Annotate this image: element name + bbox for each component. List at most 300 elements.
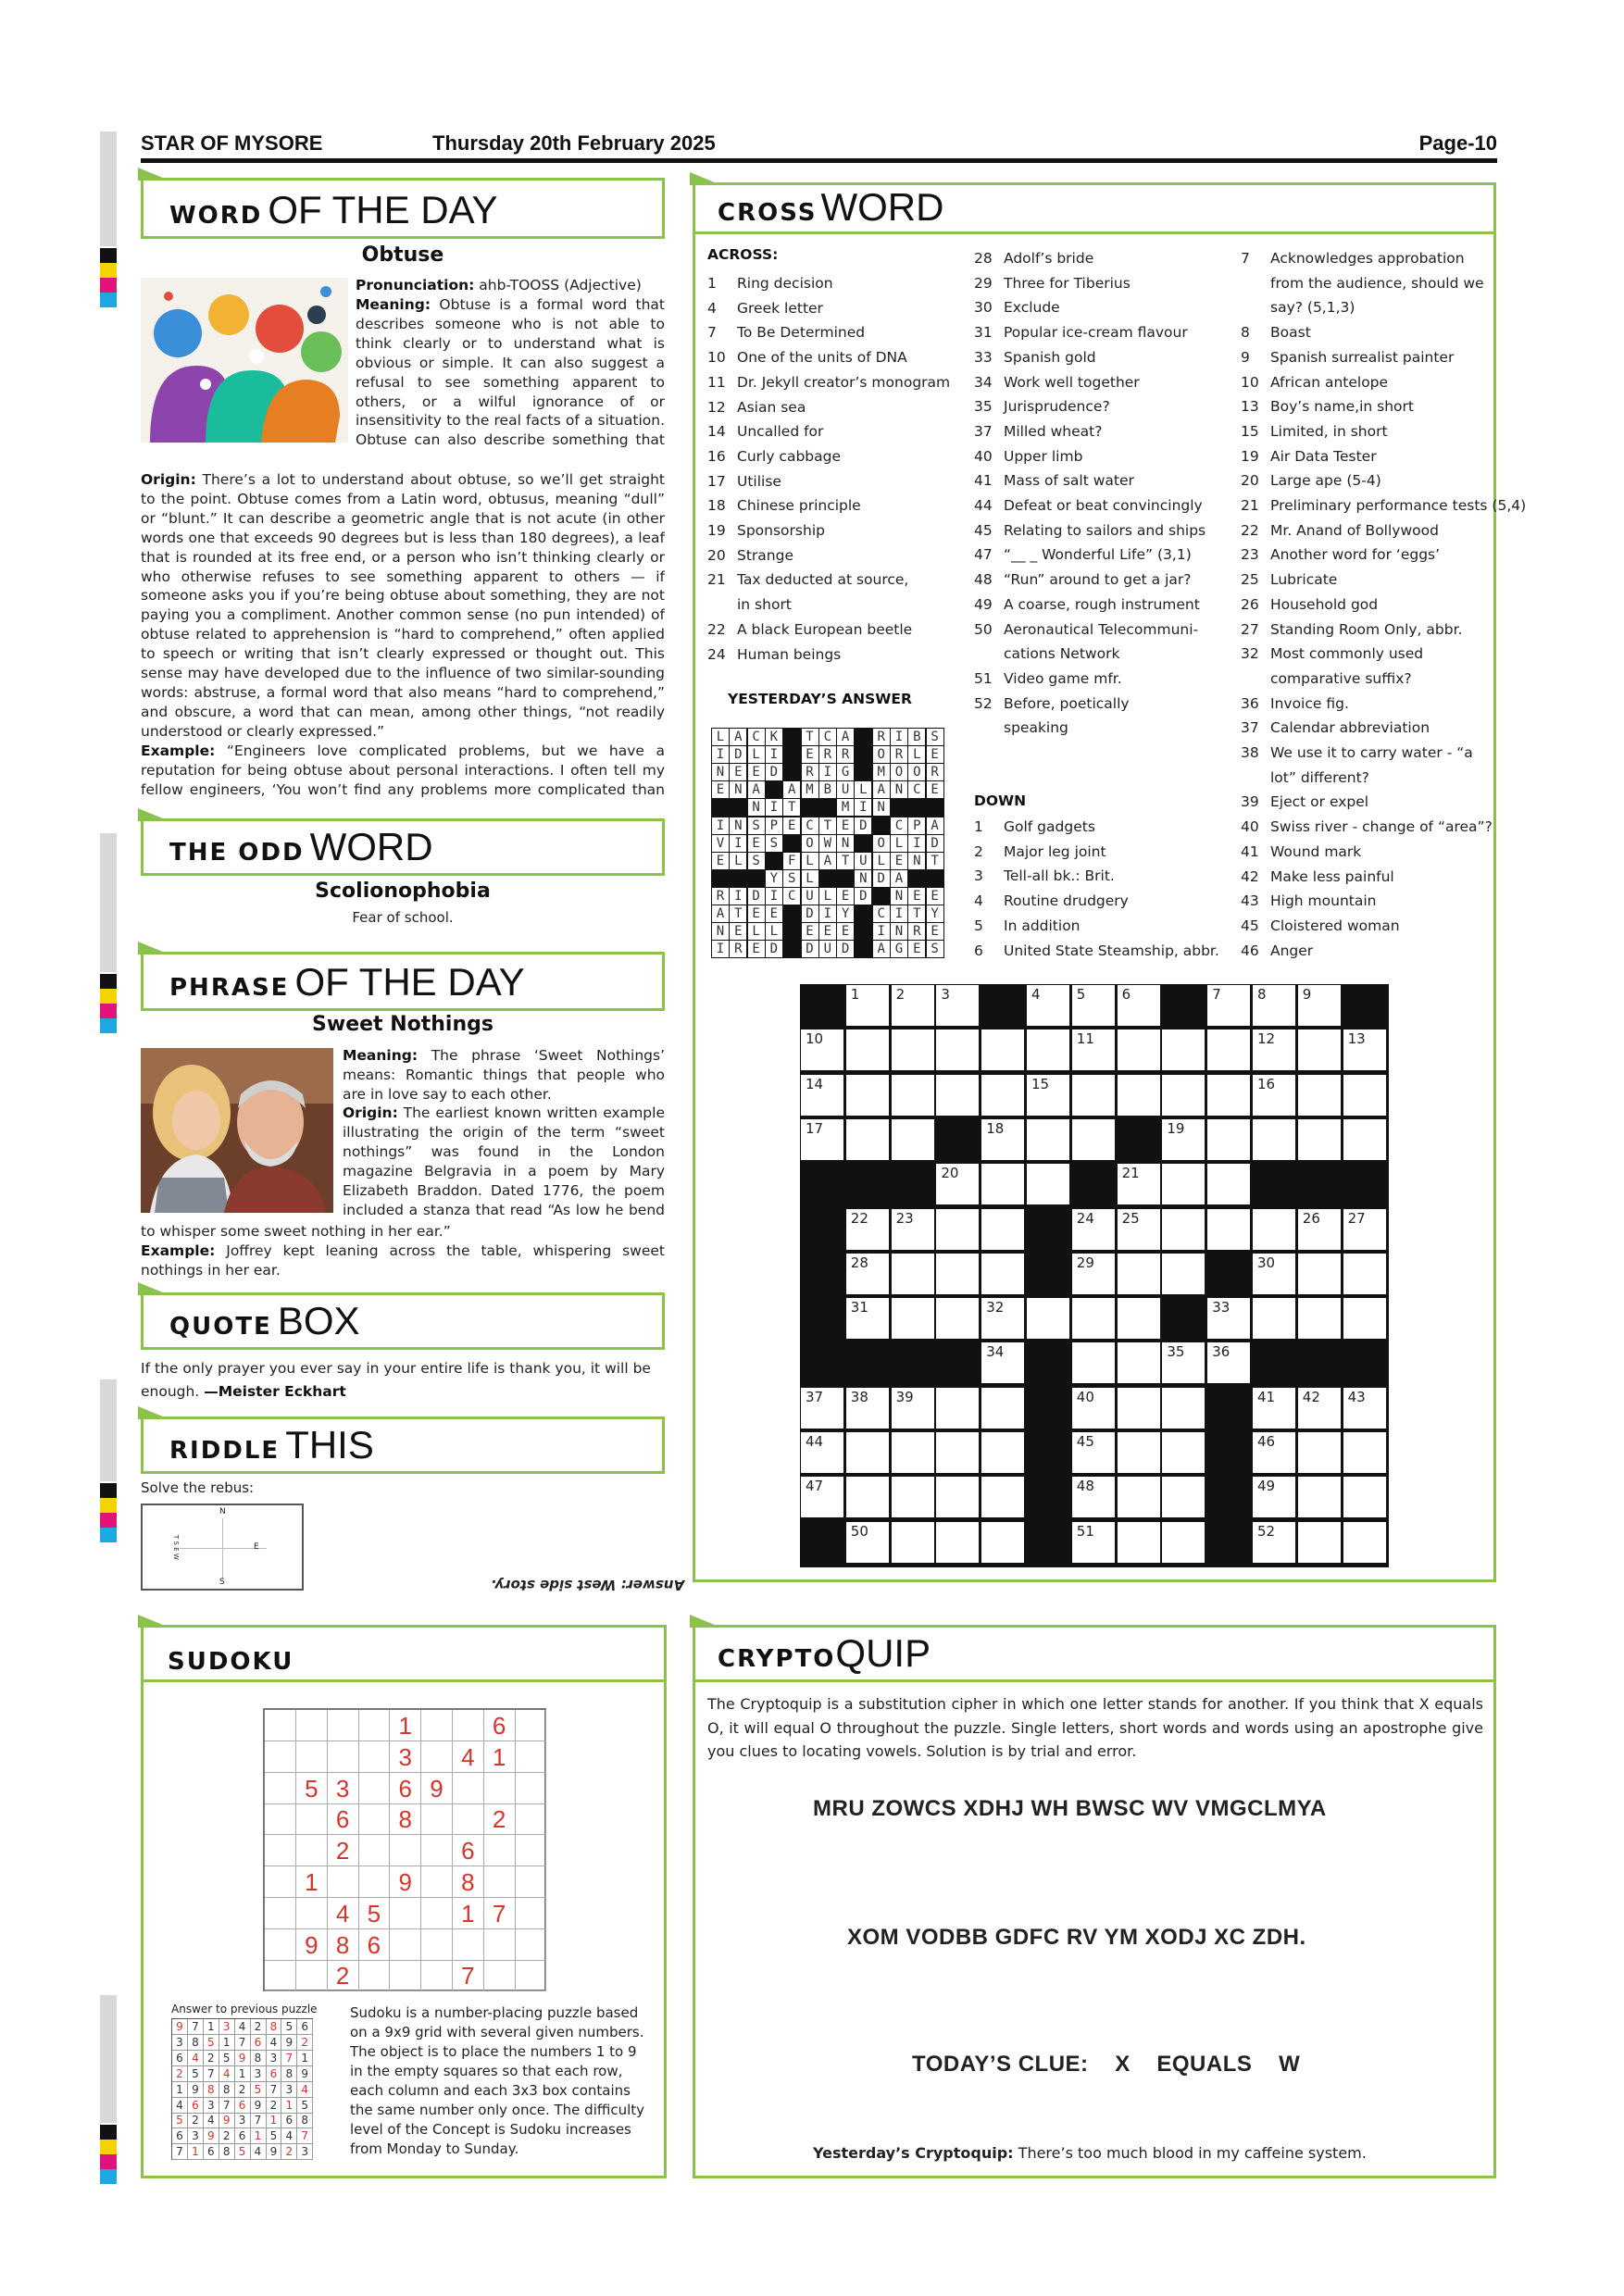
sudoku-cell[interactable] [265, 1866, 296, 1898]
crossword-cell[interactable] [1118, 1164, 1160, 1204]
crossword-cell[interactable] [846, 1075, 889, 1116]
sudoku-cell[interactable] [358, 1710, 390, 1741]
sudoku-cell[interactable] [296, 1835, 328, 1866]
sudoku-cell[interactable] [265, 1773, 296, 1804]
answer-cell: R [891, 746, 907, 763]
sudoku-cell[interactable] [515, 1773, 546, 1804]
headword: Obtuse [361, 243, 444, 267]
crossword-cell[interactable] [1118, 1209, 1160, 1250]
clue-item: 17 Utilise [707, 472, 781, 490]
crossword-cell[interactable] [1253, 1075, 1295, 1116]
crossword-cell[interactable] [846, 1432, 889, 1473]
crossword-cell[interactable] [892, 1254, 934, 1294]
clue-item: 11 Dr. Jekyll creator’s monogram [707, 373, 951, 391]
crossword-cell[interactable] [801, 1075, 843, 1116]
crossword-cell[interactable] [1253, 1209, 1295, 1250]
sudoku-cell[interactable] [515, 1866, 546, 1898]
answer-cell: I [873, 923, 890, 940]
cryptoquip-title-box [693, 1625, 1496, 1682]
clue-number: 35 [1167, 1343, 1185, 1361]
crossword-cell[interactable] [801, 1388, 843, 1429]
sudoku-cell[interactable] [421, 1960, 453, 1991]
previous-sudoku-cell: 3 [281, 2082, 297, 2098]
sudoku-cell[interactable] [390, 1929, 421, 1961]
clue-item: 4 Greek letter [707, 299, 823, 317]
crossword-cell[interactable] [1298, 1029, 1341, 1070]
previous-sudoku-cell: 7 [266, 2082, 281, 2098]
sudoku-cell[interactable] [328, 1866, 359, 1898]
crossword-cell[interactable] [936, 985, 979, 1026]
clue-item: 37 Milled wheat? [974, 422, 1103, 440]
crossword-cell[interactable] [1118, 1254, 1160, 1294]
sudoku-cell[interactable] [515, 1803, 546, 1835]
sudoku-cell[interactable] [358, 1866, 390, 1898]
crossword-cell[interactable] [1027, 985, 1069, 1026]
crossword-cell[interactable] [1072, 1119, 1115, 1160]
crossword-cell[interactable] [936, 1075, 979, 1116]
crossword-cell[interactable] [1118, 1075, 1160, 1116]
clue-number: 19 [1167, 1119, 1185, 1137]
crossword-cell[interactable] [1207, 1164, 1250, 1204]
crossword-cell[interactable] [1253, 1298, 1295, 1339]
sudoku-cell[interactable] [484, 1773, 516, 1804]
crossword-cell[interactable] [981, 1164, 1024, 1204]
answer-cell: I [766, 746, 782, 763]
crossword-cell[interactable] [1298, 1522, 1341, 1563]
crossword-cell[interactable] [981, 1254, 1024, 1294]
sudoku-cell[interactable] [515, 1929, 546, 1961]
crossword-cell[interactable] [1162, 1388, 1205, 1429]
crossword-cell[interactable] [846, 1298, 889, 1339]
crossword-cell[interactable] [981, 1298, 1024, 1339]
previous-sudoku-cell: 2 [281, 2144, 297, 2160]
crossword-cell[interactable] [892, 985, 934, 1026]
crossword-cell[interactable] [1027, 1119, 1069, 1160]
answer-cell: I [712, 746, 729, 763]
crossword-cell[interactable] [892, 1432, 934, 1473]
crossword-cell[interactable] [1162, 1254, 1205, 1294]
sudoku-description: Sudoku is a number-placing puzzle based on a 9x9 grid with several given numbers. The object is to place the numbers 1 to 9 in the empty squares so that each row, each column and each 3x3 box contains the same number only once. The difficulty level of the Concept is Sudoku increases from Monday to Sunday. [350, 2004, 645, 2157]
crossword-cell[interactable] [1118, 1029, 1160, 1070]
sudoku-cell[interactable] [390, 1898, 421, 1929]
page-header [141, 130, 1497, 163]
sudoku-cell[interactable] [453, 1803, 484, 1835]
crossword-cell[interactable] [1162, 1119, 1205, 1160]
sudoku-cell[interactable]: 1 [390, 1710, 421, 1741]
crossword-cell[interactable] [1298, 1298, 1341, 1339]
sudoku-cell[interactable]: 7 [453, 1960, 484, 1991]
answer-cell: L [908, 746, 925, 763]
sudoku-cell[interactable] [421, 1866, 453, 1898]
answer-cell: C [802, 817, 818, 834]
crossword-cell[interactable] [1207, 985, 1250, 1026]
crossword-cell[interactable] [936, 1209, 979, 1250]
sudoku-cell[interactable] [515, 1710, 546, 1741]
crossword-cell[interactable] [892, 1298, 934, 1339]
crossword-cell[interactable] [1162, 1029, 1205, 1070]
across-clues-col1 [707, 271, 950, 667]
crossword-cell[interactable] [1207, 1298, 1250, 1339]
sudoku-cell[interactable] [390, 1835, 421, 1866]
answer-cell: N [873, 799, 890, 816]
sudoku-cell[interactable] [265, 1929, 296, 1961]
crossword-cell[interactable] [1118, 1342, 1160, 1383]
crossword-cell[interactable] [1298, 1209, 1341, 1250]
sudoku-cell[interactable] [515, 1960, 546, 1991]
sudoku-cell[interactable] [265, 1835, 296, 1866]
crossword-cell[interactable] [1298, 1432, 1341, 1473]
crossword-cell[interactable] [801, 1477, 843, 1517]
sudoku-cell[interactable] [265, 1803, 296, 1835]
previous-sudoku-cell: 7 [204, 2066, 219, 2082]
crossword-cell[interactable] [1343, 1029, 1386, 1070]
crossword-cell[interactable] [846, 1119, 889, 1160]
previous-sudoku-cell: 2 [297, 2035, 313, 2051]
phrase-origin-end: to whisper some sweet nothing in her ear.” [141, 1223, 451, 1240]
crossword-cell[interactable] [846, 1477, 889, 1517]
answer-cell: E [908, 941, 925, 957]
crossword-cell[interactable] [1072, 1254, 1115, 1294]
crossword-cell[interactable] [1072, 1075, 1115, 1116]
previous-sudoku-cell: 1 [219, 2035, 235, 2051]
crossword-cell[interactable] [1118, 985, 1160, 1026]
crossword-cell[interactable] [936, 1477, 979, 1517]
sudoku-cell[interactable] [421, 1929, 453, 1961]
crossword-cell[interactable] [1343, 1432, 1386, 1473]
answer-cell: C [891, 817, 907, 834]
sudoku-cell[interactable] [453, 1710, 484, 1741]
sudoku-cell[interactable] [265, 1710, 296, 1741]
answer-cell: A [748, 781, 765, 798]
clue-item: 41 Mass of salt water [974, 472, 1134, 490]
sudoku-cell[interactable]: 1 [296, 1866, 328, 1898]
title-big: WORD [820, 185, 944, 229]
crossword-cell[interactable] [892, 1388, 934, 1429]
sudoku-cell[interactable] [421, 1741, 453, 1773]
clue-number: 24 [1076, 1209, 1094, 1227]
crossword-cell[interactable] [1072, 1432, 1115, 1473]
crossword-cell[interactable] [1253, 1254, 1295, 1294]
crossword-cell[interactable] [892, 1075, 934, 1116]
previous-sudoku-cell: 6 [235, 2128, 251, 2144]
crossword-cell[interactable] [1162, 1432, 1205, 1473]
crossword-cell[interactable] [936, 1432, 979, 1473]
sudoku-cell[interactable]: 2 [484, 1803, 516, 1835]
crossword-cell[interactable] [846, 1522, 889, 1563]
crossword-cell[interactable] [1207, 1342, 1250, 1383]
flag-icon [138, 1406, 169, 1419]
sudoku-cell[interactable] [453, 1773, 484, 1804]
quote-text: If the only prayer you ever say in your entire life is thank you, it will be enough. —Meister Eckhart [141, 1360, 651, 1400]
crossword-cell[interactable] [1118, 1432, 1160, 1473]
crossword-cell[interactable] [1027, 1075, 1069, 1116]
sudoku-cell[interactable] [484, 1960, 516, 1991]
answer-cell: E [766, 905, 782, 922]
answer-cell: D [927, 835, 943, 852]
answer-cell: E [927, 746, 943, 763]
pronunciation: Pronunciation: ahb-TOOSS (Adjective) [356, 277, 642, 293]
crossword-cell[interactable] [1253, 1388, 1295, 1429]
clue-item: 9 Spanish surrealist painter [1241, 348, 1455, 366]
sudoku-cell[interactable] [390, 1960, 421, 1991]
answer-cell: C [873, 905, 890, 922]
crossword-cell[interactable] [1253, 1119, 1295, 1160]
previous-sudoku-cell: 1 [251, 2128, 267, 2144]
sudoku-cell[interactable] [484, 1929, 516, 1961]
crossword-cell[interactable] [1072, 1298, 1115, 1339]
sudoku-cell[interactable]: 8 [453, 1866, 484, 1898]
crossword-cell[interactable] [801, 1119, 843, 1160]
crossword-cell[interactable] [1253, 985, 1295, 1026]
previous-sudoku-cell: 7 [297, 2128, 313, 2144]
clue-number: 42 [1302, 1388, 1320, 1405]
sudoku-cell[interactable] [265, 1741, 296, 1773]
crossword-cell[interactable] [1072, 985, 1115, 1026]
crossword-cell[interactable] [1072, 1477, 1115, 1517]
crossword-cell[interactable] [1207, 1119, 1250, 1160]
down-heading: DOWN [974, 792, 1027, 809]
crossword-cell[interactable] [1162, 1522, 1205, 1563]
sudoku-cell[interactable] [358, 1835, 390, 1866]
sudoku-cell[interactable]: 2 [328, 1835, 359, 1866]
crossword-cell[interactable] [846, 1209, 889, 1250]
sudoku-cell[interactable] [328, 1741, 359, 1773]
answer-cell: D [802, 905, 818, 922]
sudoku-cell[interactable]: 6 [358, 1929, 390, 1961]
clue-item: 49 A coarse, rough instrument [974, 595, 1200, 613]
answer-cell: E [927, 923, 943, 940]
crossword-cell[interactable] [1298, 1075, 1341, 1116]
sudoku-cell[interactable]: 8 [328, 1929, 359, 1961]
crossword-cell[interactable] [892, 1477, 934, 1517]
crossword-cell[interactable] [936, 1298, 979, 1339]
sudoku-cell[interactable]: 1 [453, 1898, 484, 1929]
previous-sudoku-cell: 6 [172, 2128, 188, 2144]
sudoku-cell[interactable] [296, 1710, 328, 1741]
odd-word: Scolionophobia [315, 880, 491, 903]
crossword-cell[interactable] [1298, 1388, 1341, 1429]
answer-cell: A [783, 781, 800, 798]
crossword-cell[interactable] [1298, 985, 1341, 1026]
sudoku-cell[interactable]: 3 [390, 1741, 421, 1773]
crossword-cell[interactable] [1253, 1477, 1295, 1517]
crossword-cell[interactable] [1298, 1119, 1341, 1160]
sudoku-cell[interactable]: 1 [484, 1741, 516, 1773]
clue-item: 31 Popular ice-cream flavour [974, 324, 1188, 342]
sudoku-cell[interactable]: 5 [358, 1898, 390, 1929]
margin-bar [100, 1379, 117, 1481]
sudoku-cell[interactable] [453, 1929, 484, 1961]
crossword-cell[interactable] [1298, 1254, 1341, 1294]
sudoku-cell[interactable] [265, 1898, 296, 1929]
title-small: WORD [169, 202, 263, 230]
answer-cell: E [802, 923, 818, 940]
previous-sudoku-cell: 7 [219, 2098, 235, 2114]
sudoku-cell[interactable] [296, 1803, 328, 1835]
sudoku-cell[interactable]: 6 [328, 1803, 359, 1835]
crossword-cell[interactable] [1072, 1029, 1115, 1070]
clue-number: 34 [986, 1343, 1005, 1361]
crossword-cell[interactable] [1027, 1298, 1069, 1339]
crossword-cell[interactable] [1207, 1209, 1250, 1250]
crossword-cell[interactable] [936, 1164, 979, 1204]
sudoku-cell[interactable] [358, 1803, 390, 1835]
sudoku-cell[interactable] [358, 1960, 390, 1991]
crossword-cell[interactable] [1162, 1342, 1205, 1383]
crossword-cell[interactable] [981, 1388, 1024, 1429]
crossword-cell[interactable] [1118, 1298, 1160, 1339]
crossword-cell[interactable] [1343, 1254, 1386, 1294]
previous-sudoku-cell: 3 [235, 2113, 251, 2128]
crossword-cell[interactable] [1207, 1075, 1250, 1116]
answer-cell: I [730, 835, 746, 852]
crossword-cell[interactable] [892, 1029, 934, 1070]
clue-item: 23 Another word for ‘eggs’ [1241, 546, 1441, 564]
sudoku-cell[interactable] [296, 1960, 328, 1991]
crossword-cell[interactable] [981, 1119, 1024, 1160]
sudoku-cell[interactable] [421, 1803, 453, 1835]
sudoku-cell[interactable]: 2 [328, 1960, 359, 1991]
quote-author: —Meister Eckhart [204, 1383, 346, 1400]
sudoku-cell[interactable]: 6 [484, 1710, 516, 1741]
clue-item: 16 Curly cabbage [707, 447, 841, 465]
sudoku-cell[interactable] [515, 1898, 546, 1929]
crossword-cell[interactable] [846, 1254, 889, 1294]
crossword-cell[interactable] [1072, 1388, 1115, 1429]
answer-cell: I [766, 888, 782, 905]
title-small: SUDOKU [168, 1648, 294, 1676]
crossword-cell[interactable] [1253, 1029, 1295, 1070]
crossword-cell[interactable] [981, 1029, 1024, 1070]
crossword-cell[interactable] [1118, 1522, 1160, 1563]
crossword-cell[interactable] [981, 1522, 1024, 1563]
answer-cell: M [873, 764, 890, 780]
crossword-cell[interactable] [936, 1029, 979, 1070]
crossword-cell[interactable] [1343, 1522, 1386, 1563]
clue-item: cations Network [1004, 645, 1120, 663]
previous-sudoku-cell: 7 [281, 2051, 297, 2066]
crossword-cell[interactable] [981, 1209, 1024, 1250]
crossword-cell[interactable] [1343, 1477, 1386, 1517]
crossword-cell[interactable] [1027, 1029, 1069, 1070]
crossword-cell[interactable] [1207, 1029, 1250, 1070]
answer-cell: E [837, 888, 854, 905]
crossword-cell[interactable] [1118, 1477, 1160, 1517]
crossword-cell[interactable] [1162, 1075, 1205, 1116]
sudoku-cell[interactable] [515, 1741, 546, 1773]
sudoku-cell[interactable] [421, 1835, 453, 1866]
sudoku-cell[interactable] [296, 1898, 328, 1929]
clue-number: 44 [806, 1433, 824, 1450]
color-registration-mark [100, 248, 117, 307]
crossword-cell[interactable] [892, 1522, 934, 1563]
crossword-cell[interactable] [1298, 1477, 1341, 1517]
crossword-cell[interactable] [1253, 1432, 1295, 1473]
crossword-cell[interactable] [1118, 1388, 1160, 1429]
crossword-cell[interactable] [936, 1522, 979, 1563]
crossword-cell[interactable] [1072, 1522, 1115, 1563]
sudoku-title-box [141, 1625, 667, 1682]
crossword-cell[interactable] [892, 1209, 934, 1250]
crossword-cell[interactable] [1343, 1388, 1386, 1429]
sudoku-cell[interactable] [484, 1866, 516, 1898]
answer-cell: D [730, 746, 746, 763]
sudoku-cell[interactable]: 4 [328, 1898, 359, 1929]
crossword-cell[interactable] [1162, 1164, 1205, 1204]
sudoku-cell[interactable] [358, 1773, 390, 1804]
sudoku-cell[interactable]: 8 [390, 1803, 421, 1835]
clue-item: 21 Preliminary performance tests (5,4) [1241, 497, 1527, 515]
sudoku-cell[interactable]: 9 [296, 1929, 328, 1961]
crossword-grid[interactable] [800, 984, 1389, 1567]
sudoku-cell[interactable] [296, 1741, 328, 1773]
answer-cell: N [837, 835, 854, 852]
yesterday-cryptoquip: Yesterday’s Cryptoquip: There’s too much blood in my caffeine system. [813, 2144, 1367, 2162]
sudoku-cell[interactable] [265, 1960, 296, 1991]
sudoku-cell[interactable]: 3 [328, 1773, 359, 1804]
crossword-cell[interactable] [892, 1119, 934, 1160]
answer-cell: T [927, 853, 943, 869]
sudoku-cell[interactable] [484, 1835, 516, 1866]
crossword-cell[interactable] [1162, 1209, 1205, 1250]
sudoku-cell[interactable]: 9 [390, 1866, 421, 1898]
sudoku-cell[interactable]: 7 [484, 1898, 516, 1929]
sudoku-cell[interactable]: 4 [453, 1741, 484, 1773]
clue-number: 25 [1121, 1209, 1140, 1227]
crossword-cell[interactable] [981, 1342, 1024, 1383]
answer-cell: I [766, 799, 782, 816]
crossword-cell[interactable] [936, 1254, 979, 1294]
previous-sudoku-cell: 2 [235, 2082, 251, 2098]
crossword-cell[interactable] [1343, 1298, 1386, 1339]
crossword-cell[interactable] [1343, 1075, 1386, 1116]
crossword-cell[interactable] [981, 1477, 1024, 1517]
sudoku-cell[interactable] [421, 1710, 453, 1741]
crossword-cell[interactable] [1343, 1209, 1386, 1250]
crossword-cell[interactable] [1072, 1209, 1115, 1250]
crossword-cell[interactable] [801, 1029, 843, 1070]
across-clues-col2 [974, 246, 1206, 741]
sudoku-cell[interactable]: 6 [390, 1773, 421, 1804]
crossword-cell[interactable] [1162, 1477, 1205, 1517]
clue-item: 1 Golf gadgets [974, 818, 1095, 835]
crossword-cell[interactable] [801, 1432, 843, 1473]
sudoku-cell[interactable] [328, 1710, 359, 1741]
crossword-cell[interactable] [936, 1388, 979, 1429]
sudoku-grid[interactable] [263, 1708, 546, 1991]
crossword-cell[interactable] [846, 1029, 889, 1070]
sudoku-cell[interactable] [421, 1898, 453, 1929]
crossword-cell[interactable] [1343, 1119, 1386, 1160]
answer-cell: I [712, 941, 729, 957]
sudoku-cell[interactable]: 5 [296, 1773, 328, 1804]
crossword-cell[interactable] [1072, 1342, 1115, 1383]
crossword-cell[interactable] [1253, 1522, 1295, 1563]
sudoku-cell[interactable] [358, 1741, 390, 1773]
answer-cell: S [766, 835, 782, 852]
crossword-cell[interactable] [981, 1075, 1024, 1116]
sudoku-cell[interactable]: 6 [453, 1835, 484, 1866]
clue-item: 12 Asian sea [707, 398, 806, 416]
crossword-cell[interactable] [846, 985, 889, 1026]
crossword-cell[interactable] [846, 1388, 889, 1429]
crossword-cell[interactable] [1027, 1164, 1069, 1204]
crossword-cell[interactable] [981, 1432, 1024, 1473]
sudoku-cell[interactable]: 9 [421, 1773, 453, 1804]
previous-sudoku-cell: 3 [251, 2066, 267, 2082]
sudoku-cell[interactable] [515, 1835, 546, 1866]
clue-number: 30 [1257, 1254, 1276, 1271]
